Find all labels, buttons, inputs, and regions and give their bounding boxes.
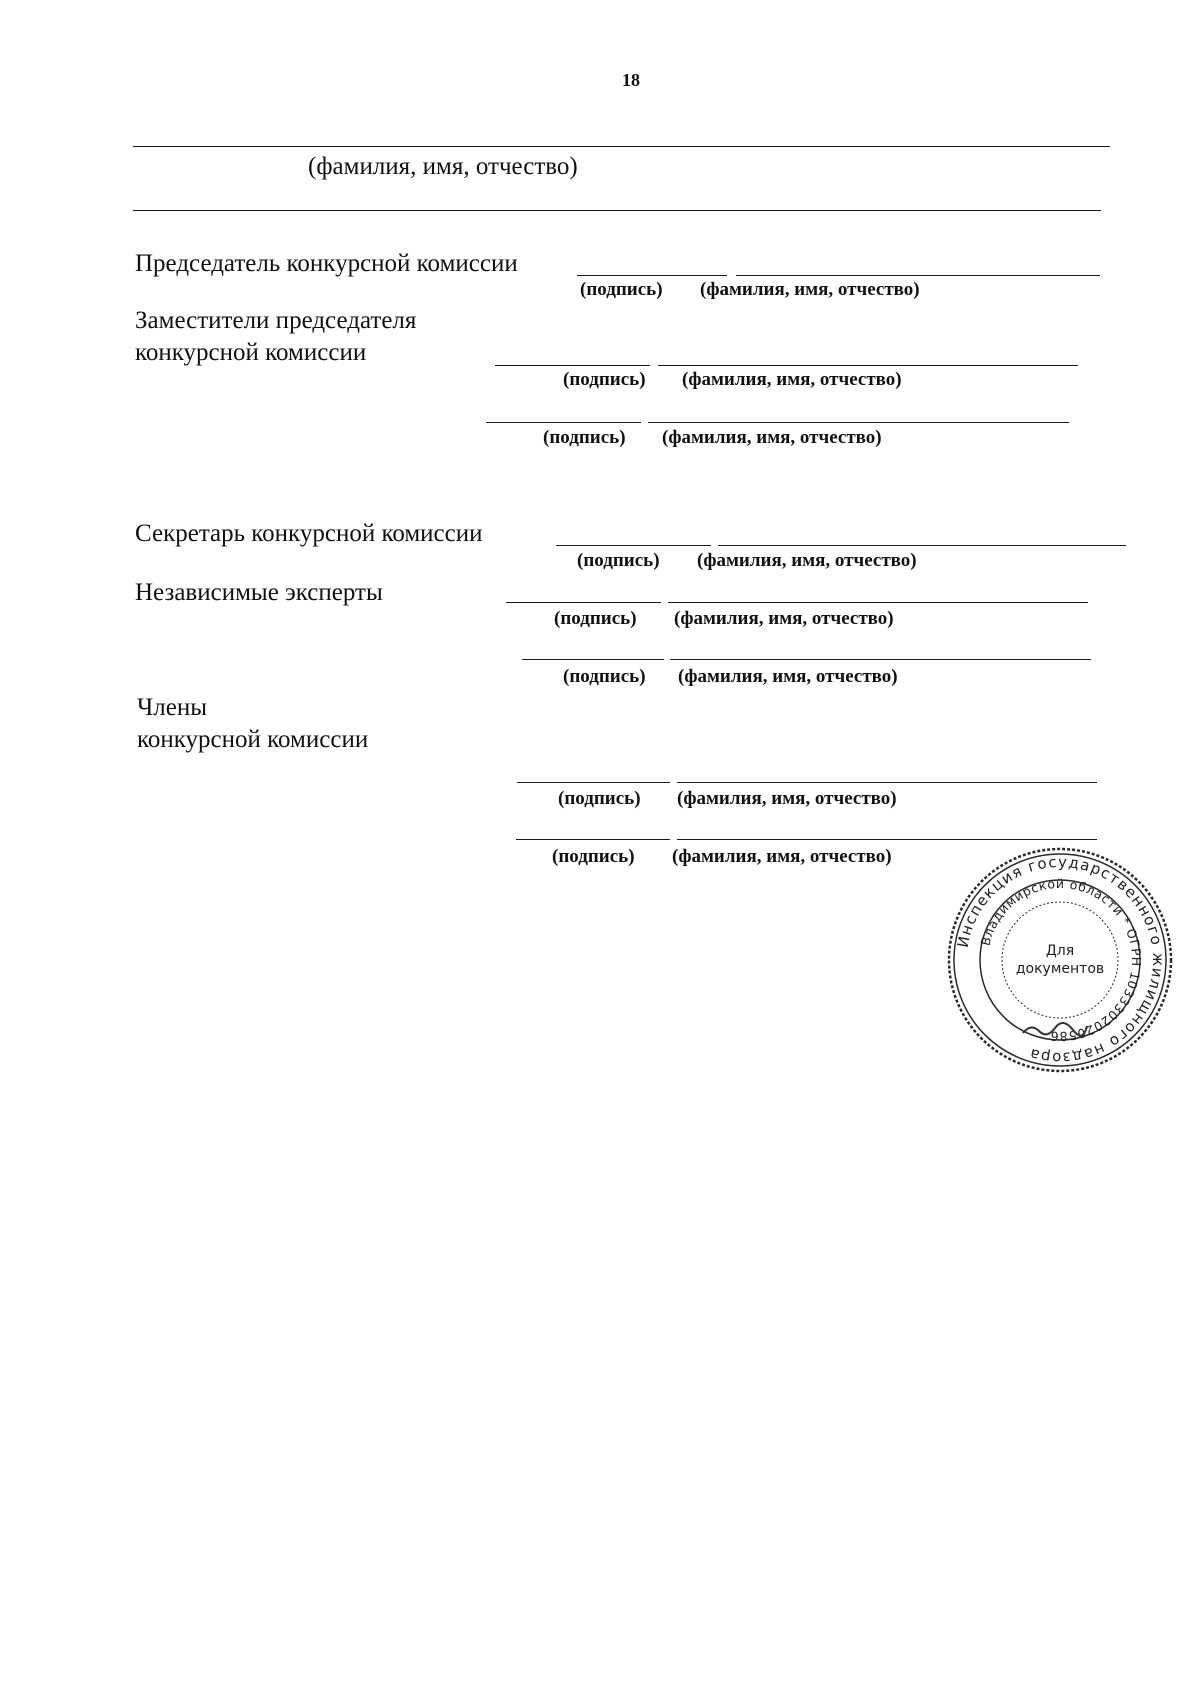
stamp-inner-ring (1002, 902, 1118, 1018)
deputy2-name-caption: (фамилия, имя, отчество) (662, 427, 882, 448)
stamp-center-line2: документов (1015, 961, 1105, 977)
chairman-name-line (736, 275, 1100, 276)
secretary-label: Секретарь конкурсной комиссии (135, 520, 483, 547)
stamp-inner-text: Владимирской области * ОГРН 1033302020586 (977, 875, 1145, 1045)
secretary-name-line (718, 545, 1126, 546)
expert2-name-caption: (фамилия, имя, отчество) (678, 666, 898, 687)
secretary-name-caption: (фамилия, имя, отчество) (697, 550, 917, 571)
secretary-sign-line (556, 545, 711, 546)
expert1-name-caption: (фамилия, имя, отчество) (674, 608, 894, 629)
deputies-label-line1: Заместители председателя (135, 307, 417, 334)
page-number: 18 (622, 70, 640, 90)
stamp-outer-text: Инспекция государственного жилищного надзора (953, 852, 1168, 1068)
expert2-name-line (670, 659, 1091, 660)
deputy1-name-caption: (фамилия, имя, отчество) (682, 369, 902, 390)
deputy1-name-line (658, 365, 1078, 366)
top-line-2 (133, 210, 1101, 211)
top-name-caption: (фамилия, имя, отчество) (308, 153, 578, 180)
member2-name-caption: (фамилия, имя, отчество) (672, 846, 892, 867)
members-label-line2: конкурсной комиссии (137, 726, 369, 753)
expert1-sign-line (506, 602, 661, 603)
member1-sign-caption: (подпись) (558, 788, 641, 809)
member1-sign-line (517, 782, 670, 783)
chairman-label: Председатель конкурсной комиссии (135, 250, 518, 277)
expert1-sign-caption: (подпись) (554, 608, 637, 629)
chairman-sign-caption: (подпись) (580, 279, 663, 300)
secretary-sign-caption: (подпись) (577, 550, 660, 571)
member2-sign-caption: (подпись) (552, 846, 635, 867)
members-label-line1: Члены (137, 694, 207, 721)
chairman-name-caption: (фамилия, имя, отчество) (700, 279, 920, 300)
expert2-sign-line (522, 659, 664, 660)
official-stamp (945, 845, 1175, 1075)
stamp-center-line1: Для (1045, 943, 1075, 959)
expert1-name-line (668, 602, 1088, 603)
deputy1-sign-caption: (подпись) (563, 369, 646, 390)
member2-name-line (677, 839, 1097, 840)
deputies-label-line2: конкурсной комиссии (135, 339, 367, 366)
member1-name-caption: (фамилия, имя, отчество) (677, 788, 897, 809)
expert2-sign-caption: (подпись) (563, 666, 646, 687)
member2-sign-line (516, 839, 670, 840)
deputy2-sign-line (486, 422, 641, 423)
deputy2-name-line (648, 422, 1069, 423)
chairman-sign-line (577, 275, 727, 276)
member1-name-line (677, 782, 1097, 783)
deputy1-sign-line (495, 365, 650, 366)
top-line-1 (133, 146, 1110, 147)
deputy2-sign-caption: (подпись) (543, 427, 626, 448)
experts-label: Независимые эксперты (135, 579, 383, 606)
